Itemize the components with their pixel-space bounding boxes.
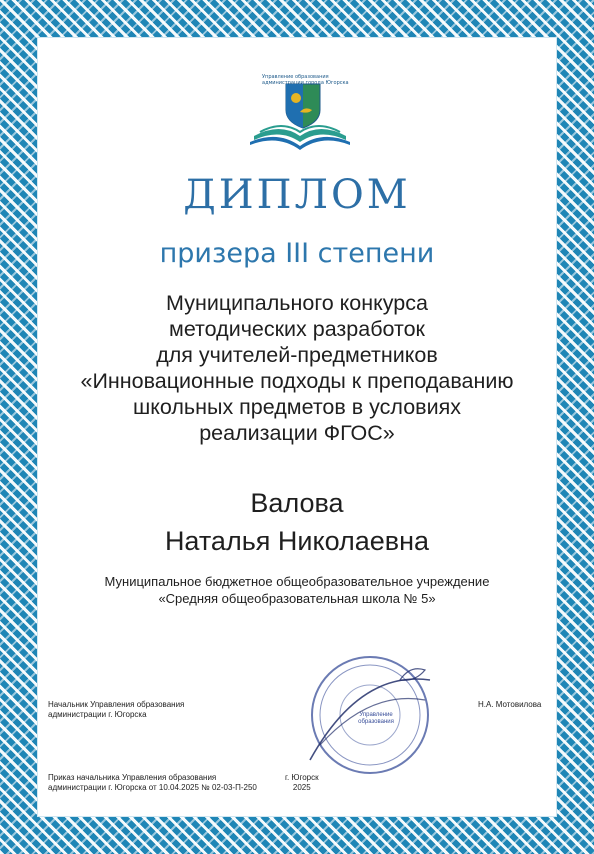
contest-line: школьных предметов в условиях bbox=[132, 395, 461, 419]
signer-position bbox=[48, 700, 184, 720]
stamp-label-line2: образования bbox=[358, 719, 394, 725]
school-line1: Муниципальное бюджетное общеобразовательное учреждение bbox=[104, 574, 490, 589]
order-reference bbox=[48, 773, 257, 793]
stamp-label-line1: Управление bbox=[359, 712, 393, 718]
recipient-name bbox=[0, 484, 594, 560]
stamp-label bbox=[346, 712, 406, 726]
logo-caption bbox=[262, 74, 372, 86]
school-line2: «Средняя общеобразовательная школа № 5» bbox=[158, 591, 436, 606]
order-city: г. Югорск bbox=[285, 773, 319, 782]
contest-line: реализации ФГОС» bbox=[199, 421, 395, 445]
diploma-subtitle: призера III степени bbox=[159, 238, 435, 269]
signer-position-line2: администрации г. Югорска bbox=[48, 710, 147, 719]
signer-name: Н.А. Мотовилова bbox=[478, 700, 542, 709]
school-name bbox=[0, 573, 594, 607]
signer-position-line1: Начальник Управления образования bbox=[48, 700, 185, 709]
logo-caption-line2: администрации города Югорска bbox=[262, 80, 349, 86]
diploma-title: ДИПЛОМ bbox=[183, 172, 411, 218]
order-place-year bbox=[285, 773, 319, 793]
contest-line: Муниципального конкурса bbox=[166, 291, 428, 315]
contest-line: для учителей-предметников bbox=[156, 343, 438, 367]
order-line2: администрации г. Югорска от 10.04.2025 № 02-03-П-250 bbox=[48, 783, 257, 792]
recipient-given-names: Наталья Николаевна bbox=[164, 526, 430, 556]
contest-description bbox=[0, 290, 594, 446]
recipient-surname: Валова bbox=[250, 488, 344, 518]
order-line1: Приказ начальника Управления образования bbox=[48, 773, 217, 782]
order-year: 2025 bbox=[292, 783, 311, 792]
logo-caption-line1: Управление образования bbox=[262, 74, 329, 80]
contest-line: «Инновационные подходы к преподаванию bbox=[80, 369, 514, 393]
contest-line: методических разработок bbox=[169, 317, 425, 341]
